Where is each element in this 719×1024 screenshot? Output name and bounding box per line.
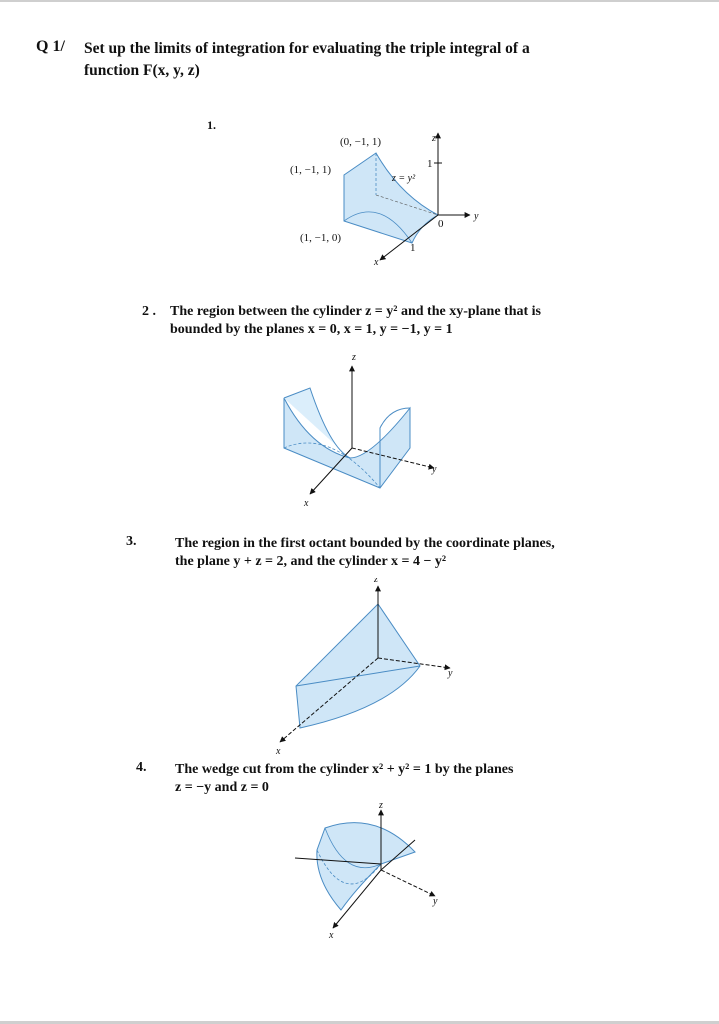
problem-4-axis-z-label: z <box>379 800 383 811</box>
problem-3-text <box>175 535 555 571</box>
problem-1-tick-x: 1 <box>410 242 416 254</box>
problem-1-origin: 0 <box>438 218 444 230</box>
problem-4-number: 4. <box>136 760 147 775</box>
problem-2-axis-z-label: z <box>352 352 356 363</box>
problem-4-axis-y-label: y <box>433 896 438 907</box>
problem-4-figure <box>285 800 455 940</box>
problem-1-label-left: (1, −1, 1) <box>290 164 332 176</box>
problem-2-axis-x-label: x <box>304 498 309 508</box>
problem-1-surface <box>344 153 438 243</box>
problem-4-line-2: z = −y and z = 0 <box>175 780 269 795</box>
problem-1-surface-label: z = y² <box>392 173 416 184</box>
problem-1-axis-y-label: y <box>474 211 479 222</box>
problem-2-figure <box>270 348 450 508</box>
problem-2-axis-y-label: y <box>432 464 437 475</box>
problem-1-number: 1. <box>207 118 216 132</box>
problem-1-axis-x-label: x <box>374 257 379 268</box>
problem-1-axis-z-label: z <box>432 133 436 144</box>
problem-2-number: 2 . <box>142 304 156 319</box>
problem-3-axis-z-label: z <box>374 578 378 585</box>
question-number: Q 1/ <box>36 38 65 55</box>
problem-1-figure <box>270 125 510 270</box>
question-line-1: Set up the limits of integration for evaluating the triple integral of a <box>84 40 530 57</box>
problem-3-line-1: The region in the first octant bounded by the coordinate planes, <box>175 536 555 551</box>
problem-4-surface <box>317 823 415 910</box>
problem-3-line-2: the plane y + z = 2, and the cylinder x = 4 − y² <box>175 554 447 569</box>
problem-3-axis-y-label: y <box>448 668 453 679</box>
problem-2-line-1: The region between the cylinder z = y² and the xy-plane that is <box>170 304 541 319</box>
problem-4-line-1: The wedge cut from the cylinder x² + y² = 1 by the planes <box>175 762 514 777</box>
problem-2-text <box>170 303 541 339</box>
problem-4-text <box>175 761 513 797</box>
problem-3-number: 3. <box>126 534 137 549</box>
problem-1-label-top: (0, −1, 1) <box>340 136 382 148</box>
problem-4-y-axis <box>381 870 435 896</box>
question-line-2: function F(x, y, z) <box>84 62 200 79</box>
problem-3-surface <box>296 604 420 728</box>
problem-1-tick-z: 1 <box>427 158 433 170</box>
problem-3-axis-x-label: x <box>276 746 281 757</box>
problem-2-line-2: bounded by the planes x = 0, x = 1, y = −1, y = 1 <box>170 322 453 337</box>
problem-1-label-bottom: (1, −1, 0) <box>300 232 342 244</box>
question-text <box>84 38 604 82</box>
problem-3-figure <box>260 578 470 758</box>
problem-4-axis-x-label: x <box>329 930 334 940</box>
page-top-border <box>0 0 719 2</box>
